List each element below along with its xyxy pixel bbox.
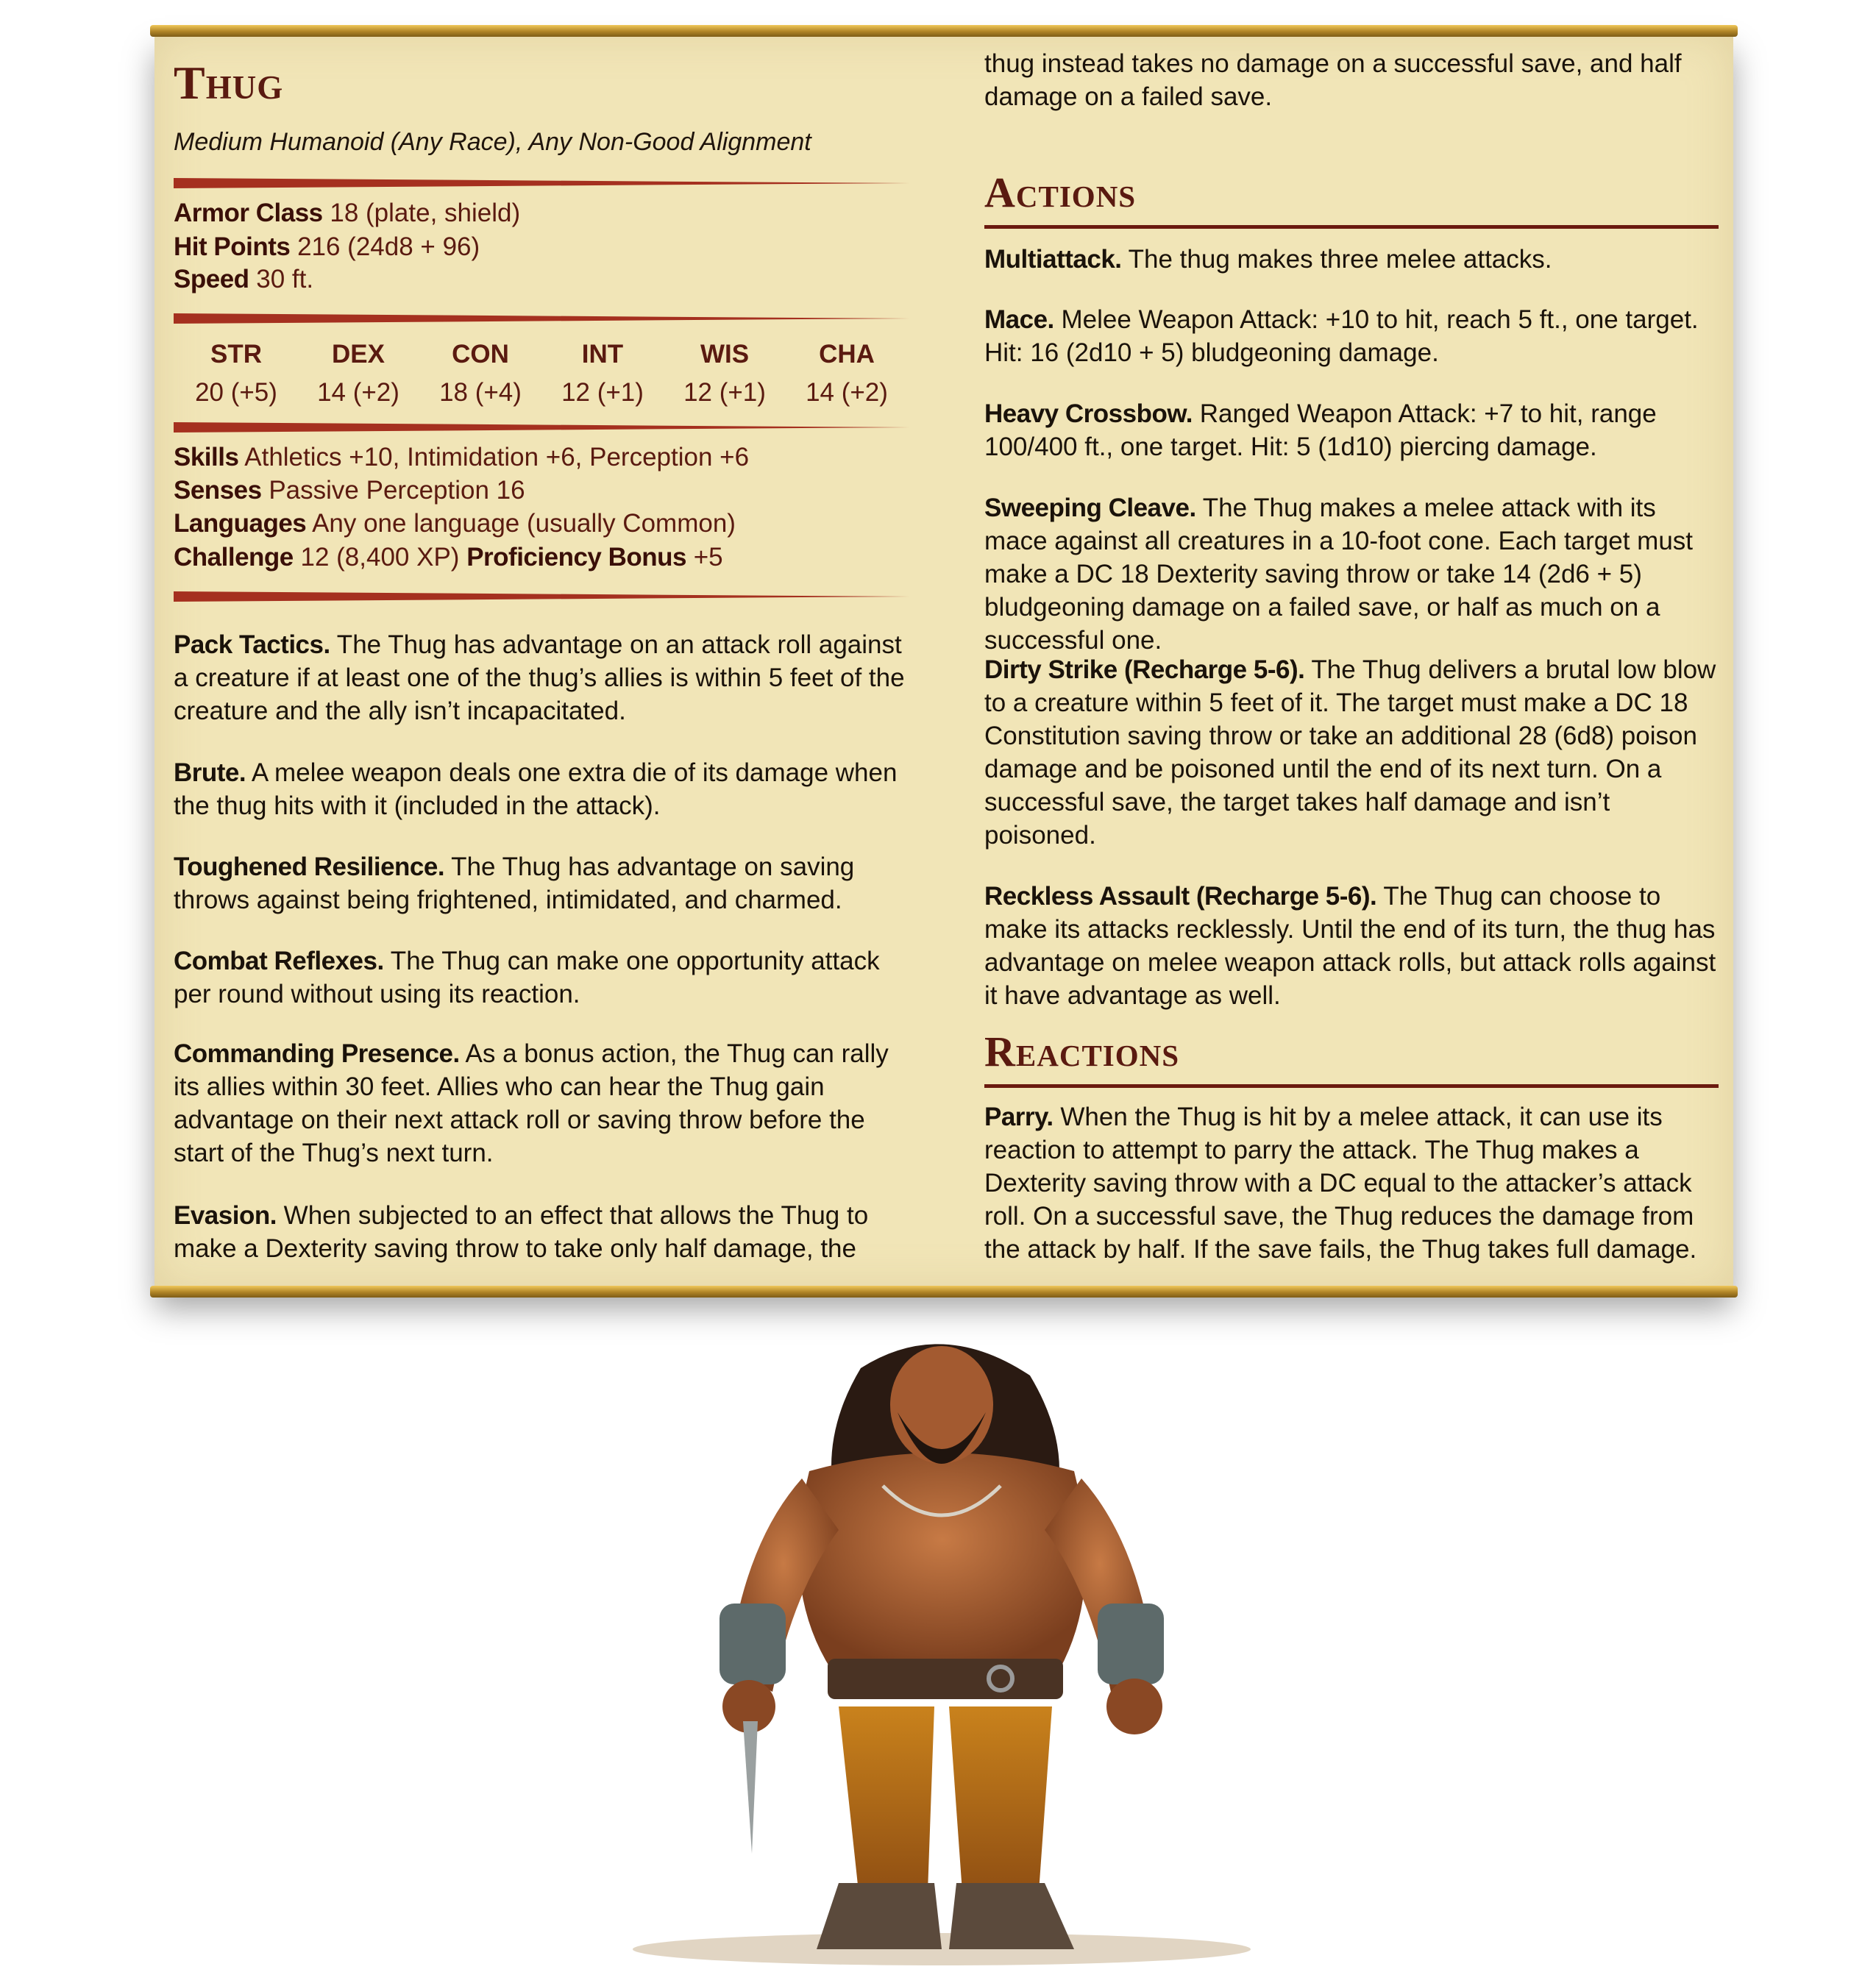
left-leg: [839, 1706, 934, 1912]
speed: Speed 30 ft.: [174, 265, 314, 293]
monster-type-line: Medium Humanoid (Any Race), Any Non-Good Alignment: [174, 128, 811, 156]
ability-int: INT 12 (+1): [561, 340, 644, 407]
torso: [798, 1453, 1086, 1670]
trait-brute: Brute. A melee weapon deals one extra die of its damage when the thug hits with it (included in the attack).: [174, 758, 898, 820]
trait-combat-reflexes: Combat Reflexes. The Thug can make one opportunity attack per round without using its reaction.: [174, 947, 880, 1008]
right-bracer: [1098, 1604, 1164, 1684]
action-dirty-strike: Dirty Strike (Recharge 5-6). The Thug delivers a brutal low blow to a creature within 5 feet of it. The target must make a DC 18 Constitution saving throw or take an additional 28 (6d8) poison damage and be poisoned until the end of its next turn. On a successful save, the target takes half damage and isn’t poisoned.: [984, 655, 1716, 850]
action-reckless-assault: Reckless Assault (Recharge 5-6). The Thug can choose to make its attacks recklessly. Until the end of its turn, the thug has advantage on melee weapon attack rolls, but attack rolls against it have advantage as well.: [984, 882, 1716, 1010]
head: [890, 1346, 993, 1464]
action-sweeping-cleave: Sweeping Cleave. The Thug makes a melee attack with its mace against all creatures in a 10-foot cone. Each target must make a DC 18 Dexterity saving throw or take 14 (2d6 + 5) bludgeoning damage on a failed save, or half as much on a successful one.: [984, 494, 1694, 655]
action-multiattack: Multiattack. The thug makes three melee attacks.: [984, 245, 1552, 274]
ability-con: CON 18 (+4): [439, 340, 522, 407]
reactions-rule: [984, 1084, 1719, 1088]
right-fist: [1106, 1679, 1162, 1734]
belt: [828, 1659, 1063, 1699]
trait-toughened-resilience: Toughened Resilience. The Thug has advantage on saving throws against being frightened, intimidated, and charmed.: [174, 853, 855, 914]
thug-figure-icon: [618, 1324, 1265, 1971]
ability-str: STR 20 (+5): [195, 340, 277, 407]
skills: Skills Athletics +10, Intimidation +6, Perception +6: [174, 443, 750, 471]
trait-evasion: Evasion. When subjected to an effect that allows the Thug to make a Dexterity saving throw to take only half damage, the: [174, 1201, 869, 1263]
tapered-rule: [174, 177, 909, 190]
ability-wis: WIS 12 (+1): [683, 340, 766, 407]
left-boot: [817, 1883, 942, 1949]
languages: Languages Any one language (usually Common): [174, 509, 736, 538]
dagger: [743, 1721, 758, 1854]
tapered-rule: [174, 590, 909, 603]
scroll-bottom-rod: [150, 1286, 1738, 1298]
ability-dex: DEX 14 (+2): [317, 340, 399, 407]
action-heavy-crossbow: Heavy Crossbow. Ranged Weapon Attack: +7 to hit, range 100/400 ft., one target. Hit: 5 (1d10) piercing damage.: [984, 399, 1657, 461]
senses: Senses Passive Perception 16: [174, 476, 525, 505]
hit-points: Hit Points 216 (24d8 + 96): [174, 232, 480, 261]
tapered-rule: [174, 312, 909, 325]
armor-class: Armor Class 18 (plate, shield): [174, 199, 521, 227]
actions-rule: [984, 225, 1719, 229]
trait-pack-tactics: Pack Tactics. The Thug has advantage on an attack roll against a creature if at least one of the thug’s allies is within 5 feet of the creature and the ally isn’t incapacitated.: [174, 630, 905, 725]
ability-cha: CHA 14 (+2): [806, 340, 888, 407]
right-leg: [949, 1706, 1052, 1912]
actions-heading: Actions: [984, 168, 1137, 216]
reaction-parry: Parry. When the Thug is hit by a melee attack, it can use its reaction to attempt to parry the attack. The Thug makes a Dexterity saving throw with a DC equal to the attacker’s attack roll. On a successful save, the Thug reduces the damage from the attack by half. If the save fails, the Thug takes full damage.: [984, 1103, 1697, 1264]
trait-evasion-continued: thug instead takes no damage on a successful save, and half damage on a failed save.: [984, 49, 1682, 111]
stat-block-scroll: [154, 32, 1733, 1290]
right-boot: [949, 1883, 1074, 1949]
challenge: Challenge 12 (8,400 XP) Proficiency Bonus +5: [174, 543, 723, 572]
monster-name: Thug: [174, 57, 284, 109]
scroll-top-rod: [150, 25, 1738, 37]
action-mace: Mace. Melee Weapon Attack: +10 to hit, reach 5 ft., one target. Hit: 16 (2d10 + 5) bludgeoning damage.: [984, 305, 1699, 367]
left-bracer: [720, 1604, 786, 1684]
tapered-rule: [174, 421, 909, 434]
reactions-heading: Reactions: [984, 1028, 1180, 1075]
trait-commanding-presence: Commanding Presence. As a bonus action, the Thug can rally its allies within 30 feet. Allies who can hear the Thug gain advantage on their next attack roll or saving throw before the start of the Thug’s next turn.: [174, 1039, 889, 1167]
